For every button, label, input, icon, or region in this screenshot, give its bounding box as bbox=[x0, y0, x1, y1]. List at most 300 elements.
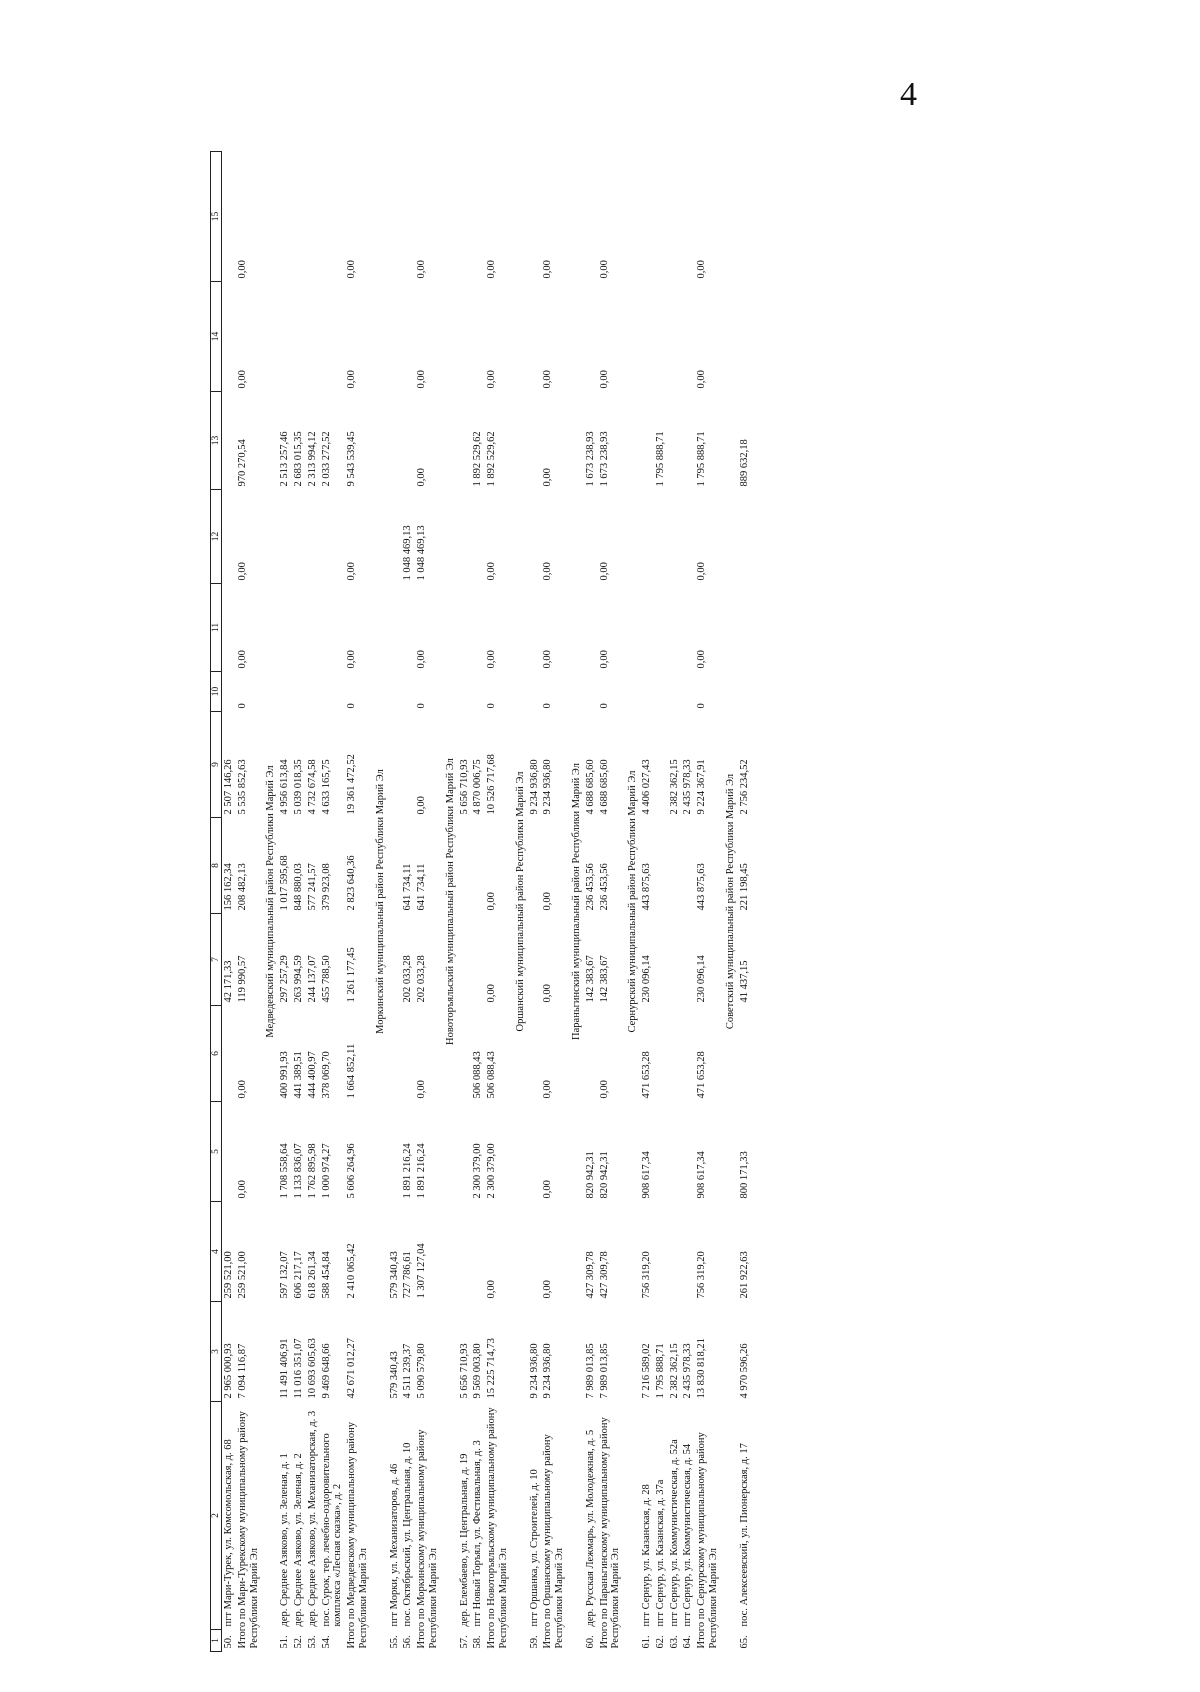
table-cell bbox=[654, 818, 668, 914]
total-row bbox=[415, 152, 441, 1652]
table-cell: 9 234 936,80 bbox=[542, 1343, 554, 1399]
table-cell: 4 406 027,43 bbox=[641, 759, 652, 815]
table-cell: 19 361 472,52 bbox=[346, 754, 357, 815]
table-cell: 119 990,57 bbox=[236, 955, 248, 1003]
table-cell bbox=[668, 1006, 682, 1102]
table-cell: 1 664 852,11 bbox=[346, 1043, 357, 1099]
address-cell: пгт Сернур, ул. Казанская, д. 28 bbox=[641, 1484, 652, 1627]
table-cell: 7 094 116,87 bbox=[236, 1343, 248, 1399]
table-cell: 11 491 406,91 bbox=[279, 1338, 291, 1399]
table-cell: 0,00 bbox=[486, 562, 497, 581]
table-cell: 0,00 bbox=[542, 892, 554, 911]
table-cell bbox=[458, 1102, 472, 1202]
table-cell bbox=[278, 282, 292, 392]
table-cell: 471 653,28 bbox=[696, 1051, 707, 1099]
address-cell: пос. Сурок, тер. лечебно-оздоровительного комплекса «Лесная сказка», д. 2 bbox=[320, 1433, 344, 1627]
table-cell: 0,00 bbox=[542, 1180, 554, 1199]
column-header-7: 7 bbox=[211, 914, 222, 1006]
table-cell bbox=[458, 282, 472, 392]
table-cell bbox=[471, 914, 485, 1006]
address-cell: дер. Среднее Азяково, ул. Зеленая, д. 1 bbox=[279, 1453, 291, 1627]
table-cell: 41 437,15 bbox=[738, 960, 750, 1003]
table-cell: 1 673 238,93 bbox=[598, 431, 610, 487]
table-cell bbox=[471, 818, 485, 914]
table-cell bbox=[681, 282, 695, 392]
table-cell: 0,00 bbox=[416, 468, 427, 487]
table-cell bbox=[292, 282, 306, 392]
table-cell bbox=[388, 672, 402, 712]
table-cell: 15 225 714,73 bbox=[486, 1338, 497, 1399]
table-cell bbox=[640, 152, 654, 282]
table-cell bbox=[640, 672, 654, 712]
table-cell bbox=[528, 914, 542, 1006]
row-number: 51. bbox=[279, 1635, 291, 1649]
table-cell bbox=[222, 584, 236, 672]
table-cell: 727 786,61 bbox=[402, 1251, 414, 1299]
table-cell bbox=[640, 282, 654, 392]
table-cell bbox=[640, 392, 654, 490]
table-cell: 0,00 bbox=[696, 650, 707, 669]
table-cell: 0,00 bbox=[486, 1280, 497, 1299]
table-cell: 2 300 379,00 bbox=[486, 1143, 497, 1199]
table-cell bbox=[278, 490, 292, 584]
table-cell bbox=[278, 584, 292, 672]
table-cell: 0,00 bbox=[416, 796, 427, 815]
table-cell bbox=[654, 1202, 668, 1302]
table-cell: 0,00 bbox=[486, 892, 497, 911]
table-cell: 641 734,11 bbox=[416, 863, 427, 911]
address-cell: дер. Среднее Азяково, ул. Механизаторская, д. 3 bbox=[306, 1410, 318, 1627]
address-cell: пос. Октябрьский, ул. Центральная, д. 10 bbox=[402, 1442, 414, 1627]
section-header-row bbox=[567, 152, 584, 1652]
table-cell: 4 511 239,37 bbox=[402, 1343, 414, 1399]
table-cell: 0,00 bbox=[598, 650, 610, 669]
table-cell bbox=[320, 490, 346, 584]
table-cell: 0 bbox=[486, 703, 497, 709]
address-cell: пгт Сернур, ул. Коммунистическая, д. 54 bbox=[682, 1443, 694, 1627]
table-cell bbox=[292, 490, 306, 584]
table-cell: 0,00 bbox=[236, 562, 248, 581]
section-title: Параньгинский муниципальный район Республики Марий Эл bbox=[570, 763, 582, 1040]
row-number: 60. bbox=[584, 1635, 596, 1649]
table-cell: 0,00 bbox=[542, 650, 554, 669]
table-cell bbox=[681, 490, 695, 584]
table-cell: 4 732 674,58 bbox=[306, 759, 318, 815]
column-header-9: 9 bbox=[211, 712, 222, 818]
table-cell bbox=[654, 672, 668, 712]
address-cell: дер. Елембаево, ул. Центральная, д. 19 bbox=[458, 1453, 470, 1627]
table-cell: 10 526 717,68 bbox=[486, 754, 497, 815]
table-cell: 4 970 596,26 bbox=[738, 1343, 750, 1399]
table-cell bbox=[668, 490, 682, 584]
table-cell: 0 bbox=[346, 703, 357, 709]
row-number: 52. bbox=[293, 1635, 304, 1649]
table-cell bbox=[668, 282, 682, 392]
table-row bbox=[401, 152, 415, 1652]
table-cell bbox=[668, 914, 682, 1006]
column-header-10: 10 bbox=[211, 672, 222, 712]
address-cell: пгт Оршанка, ул. Строителей, д. 10 bbox=[528, 1469, 540, 1627]
section-header-row bbox=[261, 152, 278, 1652]
table-cell: 1 762 895,98 bbox=[306, 1143, 318, 1199]
table-cell bbox=[654, 1006, 668, 1102]
table-cell bbox=[388, 490, 402, 584]
table-cell bbox=[388, 282, 402, 392]
table-cell: 236 453,56 bbox=[584, 863, 596, 911]
table-cell bbox=[668, 584, 682, 672]
row-number: 55. bbox=[388, 1635, 400, 1649]
table-cell: 230 096,14 bbox=[696, 955, 707, 1003]
table-cell: 0,00 bbox=[542, 562, 554, 581]
table-cell bbox=[458, 490, 472, 584]
section-title: Советский муниципальный район Республики Марий Эл bbox=[724, 773, 736, 1030]
table-cell: 443 875,63 bbox=[641, 863, 652, 911]
table-cell: 0 bbox=[542, 703, 554, 709]
table-cell: 2 756 234,52 bbox=[738, 759, 750, 815]
table-cell bbox=[306, 282, 320, 392]
table-cell bbox=[401, 584, 415, 672]
table-cell bbox=[528, 1202, 542, 1302]
table-cell bbox=[471, 152, 485, 282]
table-cell: 0,00 bbox=[346, 650, 357, 669]
total-label: Итого по Оршанскому муниципальному району Республики Марий Эл bbox=[542, 1434, 565, 1649]
table-cell: 2 823 640,36 bbox=[346, 855, 357, 911]
table-cell: 0,00 bbox=[598, 260, 610, 279]
column-header-8: 8 bbox=[211, 818, 222, 914]
table-cell bbox=[471, 490, 485, 584]
table-cell: 1 000 974,27 bbox=[320, 1143, 332, 1199]
table-cell: 0,00 bbox=[486, 260, 497, 279]
table-cell: 9 234 936,80 bbox=[528, 759, 540, 815]
table-cell: 0,00 bbox=[542, 984, 554, 1003]
table-cell bbox=[681, 1102, 695, 1202]
address-cell: дер. Среднее Азяково, ул. Зеленая, д. 2 bbox=[293, 1453, 304, 1627]
table-cell: 2 382 362,15 bbox=[668, 1343, 680, 1399]
row-number: 58. bbox=[472, 1635, 484, 1649]
table-cell: 0,00 bbox=[696, 562, 707, 581]
table-cell bbox=[458, 152, 472, 282]
table-cell: 5 656 710,93 bbox=[458, 759, 470, 815]
table-cell bbox=[738, 490, 752, 584]
table-cell: 577 241,57 bbox=[306, 863, 318, 911]
table-cell: 427 309,78 bbox=[584, 1251, 596, 1299]
table-cell: 42 171,33 bbox=[223, 960, 234, 1003]
table-cell: 579 340,43 bbox=[388, 1351, 400, 1399]
table-cell: 244 137,07 bbox=[306, 955, 318, 1003]
table-cell: 9 569 003,80 bbox=[472, 1343, 484, 1399]
total-label: Итого по Мари-Турекскому муниципальному району Республики Марий Эл bbox=[236, 1411, 260, 1649]
table-cell: 4 688 685,60 bbox=[584, 759, 596, 815]
table-cell: 2 507 146,26 bbox=[223, 759, 234, 815]
table-cell bbox=[458, 672, 472, 712]
table-cell bbox=[388, 152, 402, 282]
column-header-15: 15 bbox=[211, 152, 222, 282]
table-cell bbox=[528, 152, 542, 282]
table-cell: 0,00 bbox=[236, 650, 248, 669]
row-number: 57. bbox=[458, 1635, 470, 1649]
table-cell: 9 543 539,45 bbox=[346, 431, 357, 487]
table-cell bbox=[528, 490, 542, 584]
table-cell: 1 048 469,13 bbox=[402, 525, 414, 581]
table-cell: 588 454,84 bbox=[320, 1251, 332, 1299]
table-cell bbox=[528, 1102, 542, 1202]
total-row bbox=[541, 152, 567, 1652]
table-cell bbox=[668, 1102, 682, 1202]
table-cell bbox=[471, 584, 485, 672]
rotated-table-container bbox=[210, 152, 990, 1652]
table-cell bbox=[471, 1202, 485, 1302]
table-cell: 236 453,56 bbox=[598, 863, 610, 911]
table-cell bbox=[471, 672, 485, 712]
table-cell: 756 319,20 bbox=[696, 1251, 707, 1299]
row-number: 62. bbox=[654, 1635, 666, 1649]
table-cell bbox=[292, 672, 306, 712]
table-cell: 641 734,11 bbox=[402, 863, 414, 911]
table-cell: 0 bbox=[236, 703, 248, 709]
section-header-row bbox=[441, 152, 458, 1652]
table-cell: 5 656 710,93 bbox=[458, 1343, 470, 1399]
table-cell: 0,00 bbox=[236, 1080, 248, 1099]
table-cell: 156 162,34 bbox=[223, 863, 234, 911]
table-cell: 0,00 bbox=[598, 1080, 610, 1099]
table-cell: 4 956 613,84 bbox=[279, 759, 291, 815]
table-cell: 0,00 bbox=[346, 260, 357, 279]
table-cell: 455 788,50 bbox=[320, 955, 332, 1003]
section-title: Новоторъяльский муниципальный район Республики Марий Эл bbox=[444, 758, 456, 1045]
table-row bbox=[584, 152, 598, 1652]
table-cell bbox=[401, 282, 415, 392]
table-cell: 1 708 558,64 bbox=[279, 1143, 291, 1199]
table-cell: 1 795 888,71 bbox=[654, 1343, 666, 1399]
table-cell: 221 198,45 bbox=[738, 863, 750, 911]
row-number: 65. bbox=[738, 1635, 750, 1649]
table-cell: 1 017 595,68 bbox=[279, 855, 291, 911]
table-cell bbox=[668, 672, 682, 712]
table-cell: 9 234 936,80 bbox=[528, 1343, 540, 1399]
section-title: Моркинский муниципальный район Республики Марий Эл bbox=[374, 769, 386, 1034]
table-cell bbox=[401, 712, 415, 818]
table-cell: 820 942,31 bbox=[584, 1151, 596, 1199]
table-cell: 1 795 888,71 bbox=[696, 431, 707, 487]
table-cell bbox=[292, 152, 306, 282]
total-row bbox=[695, 152, 721, 1652]
table-cell bbox=[528, 282, 542, 392]
table-cell: 9 224 367,91 bbox=[696, 759, 707, 815]
table-cell: 848 880,03 bbox=[293, 863, 304, 911]
address-cell: пгт Мари-Турек, ул. Комсомольская, д. 68 bbox=[223, 1439, 234, 1627]
table-cell: 889 632,18 bbox=[738, 439, 750, 487]
table-cell bbox=[681, 672, 695, 712]
table-cell bbox=[738, 1006, 752, 1102]
table-cell bbox=[584, 490, 598, 584]
section-header-row bbox=[721, 152, 738, 1652]
table-cell: 11 016 351,07 bbox=[293, 1338, 304, 1399]
table-cell bbox=[388, 584, 402, 672]
table-cell bbox=[306, 152, 320, 282]
section-header-row bbox=[371, 152, 388, 1652]
table-cell: 756 319,20 bbox=[641, 1251, 652, 1299]
table-cell bbox=[458, 584, 472, 672]
table-cell: 0 bbox=[696, 703, 707, 709]
row-number: 63. bbox=[668, 1635, 680, 1649]
table-cell: 7 216 589,02 bbox=[641, 1343, 652, 1399]
table-cell: 579 340,43 bbox=[388, 1251, 400, 1299]
table-cell: 800 171,33 bbox=[738, 1151, 750, 1199]
table-cell: 2 410 065,42 bbox=[346, 1243, 357, 1299]
table-cell: 2 435 978,33 bbox=[682, 1343, 694, 1399]
table-cell: 4 688 685,60 bbox=[598, 759, 610, 815]
table-cell bbox=[681, 1006, 695, 1102]
table-cell bbox=[388, 392, 402, 490]
table-cell: 0,00 bbox=[416, 260, 427, 279]
column-header-3: 3 bbox=[211, 1302, 222, 1402]
total-label: Итого по Сернурскому муниципальному району Республики Марий Эл bbox=[696, 1432, 719, 1649]
table-cell bbox=[528, 584, 542, 672]
table-cell: 1 891 216,24 bbox=[416, 1143, 427, 1199]
total-row bbox=[485, 152, 511, 1652]
table-cell: 0 bbox=[416, 703, 427, 709]
table-cell bbox=[640, 490, 654, 584]
table-row bbox=[278, 152, 292, 1652]
table-cell bbox=[222, 1102, 236, 1202]
table-cell bbox=[222, 282, 236, 392]
table-cell bbox=[584, 282, 598, 392]
table-cell bbox=[320, 282, 346, 392]
table-cell: 0,00 bbox=[542, 1080, 554, 1099]
table-cell: 1 261 177,45 bbox=[346, 947, 357, 1003]
table-row bbox=[306, 152, 320, 1652]
table-cell bbox=[401, 392, 415, 490]
table-cell: 0,00 bbox=[542, 1280, 554, 1299]
table-cell bbox=[584, 1006, 598, 1102]
table-cell bbox=[306, 490, 320, 584]
table-cell bbox=[668, 1202, 682, 1302]
table-cell: 5 535 852,63 bbox=[236, 759, 248, 815]
table-cell bbox=[654, 584, 668, 672]
column-header-5: 5 bbox=[211, 1102, 222, 1202]
column-header-12: 12 bbox=[211, 490, 222, 584]
table-cell bbox=[668, 152, 682, 282]
table-cell: 202 033,28 bbox=[416, 955, 427, 1003]
table-cell: 0,00 bbox=[346, 370, 357, 389]
total-label: Итого по Новоторъяльскому муниципальному району Республики Марий Эл bbox=[486, 1407, 509, 1649]
row-number: 59. bbox=[528, 1635, 540, 1649]
table-cell: 970 270,54 bbox=[236, 439, 248, 487]
table-cell bbox=[401, 152, 415, 282]
section-title: Оршанский муниципальный район Республики Марий Эл bbox=[514, 771, 526, 1032]
table-cell: 1 673 238,93 bbox=[584, 431, 596, 487]
table-cell bbox=[458, 392, 472, 490]
table-cell: 1 891 216,24 bbox=[402, 1143, 414, 1199]
table-cell: 261 922,63 bbox=[738, 1251, 750, 1299]
table-cell: 1 048 469,13 bbox=[416, 525, 427, 581]
total-row bbox=[236, 152, 262, 1652]
table-cell: 0,00 bbox=[236, 260, 248, 279]
table-cell bbox=[222, 672, 236, 712]
table-cell bbox=[654, 1102, 668, 1202]
table-cell: 13 830 818,21 bbox=[696, 1338, 707, 1399]
table-cell bbox=[681, 818, 695, 914]
table-cell bbox=[584, 584, 598, 672]
table-cell bbox=[528, 818, 542, 914]
table-cell: 0,00 bbox=[486, 650, 497, 669]
table-cell bbox=[278, 672, 292, 712]
table-cell: 0,00 bbox=[542, 370, 554, 389]
table-cell bbox=[222, 152, 236, 282]
section-title: Сернурский муниципальный район Республики Марий Эл bbox=[627, 770, 638, 1033]
table-cell: 4 633 165,75 bbox=[320, 759, 332, 815]
table-cell: 7 989 013,85 bbox=[598, 1343, 610, 1399]
table-cell: 10 693 605,63 bbox=[306, 1338, 318, 1399]
table-cell bbox=[738, 584, 752, 672]
column-header-6: 6 bbox=[211, 1006, 222, 1102]
table-cell bbox=[401, 672, 415, 712]
table-cell: 7 989 013,85 bbox=[584, 1343, 596, 1399]
table-cell: 9 469 648,66 bbox=[320, 1343, 332, 1399]
table-row bbox=[292, 152, 306, 1652]
table-cell bbox=[401, 1006, 415, 1102]
address-cell: пгт Сернур, ул. Коммунистическая, д. 52а bbox=[668, 1439, 680, 1627]
column-header-1: 1 bbox=[211, 1630, 222, 1652]
table-cell bbox=[388, 818, 402, 914]
table-cell: 427 309,78 bbox=[598, 1251, 610, 1299]
table-cell: 0,00 bbox=[598, 370, 610, 389]
row-number: 56. bbox=[402, 1635, 414, 1649]
table-row bbox=[388, 152, 402, 1652]
table-cell: 2 965 000,93 bbox=[223, 1343, 234, 1399]
table-cell bbox=[681, 914, 695, 1006]
column-header-13: 13 bbox=[211, 392, 222, 490]
table-cell: 202 033,28 bbox=[402, 955, 414, 1003]
table-cell: 820 942,31 bbox=[598, 1151, 610, 1199]
table-row bbox=[222, 152, 236, 1652]
table-cell bbox=[640, 584, 654, 672]
table-cell: 597 132,07 bbox=[279, 1251, 291, 1299]
column-header-11: 11 bbox=[211, 584, 222, 672]
table-cell: 2 513 257,46 bbox=[279, 431, 291, 487]
table-cell: 2 300 379,00 bbox=[472, 1143, 484, 1199]
table-cell: 506 088,43 bbox=[486, 1051, 497, 1099]
table-cell bbox=[528, 672, 542, 712]
table-cell: 606 217,17 bbox=[293, 1251, 304, 1299]
table-cell bbox=[738, 152, 752, 282]
table-cell bbox=[654, 490, 668, 584]
table-cell bbox=[292, 584, 306, 672]
table-row bbox=[640, 152, 654, 1652]
table-cell bbox=[654, 712, 668, 818]
table-cell: 9 234 936,80 bbox=[542, 759, 554, 815]
page-number: 4 bbox=[900, 76, 917, 113]
address-cell: пос. Алексеевский, ул. Пионерская, д. 17 bbox=[738, 1443, 750, 1627]
table-cell: 2 033 272,52 bbox=[320, 431, 332, 487]
row-number: 50. bbox=[223, 1635, 234, 1649]
total-label: Итого по Моркинскому муниципальному району Республики Марий Эл bbox=[416, 1429, 439, 1649]
table-cell: 0,00 bbox=[486, 984, 497, 1003]
table-cell: 5 606 264,96 bbox=[346, 1143, 357, 1199]
table-cell: 443 875,63 bbox=[696, 863, 707, 911]
table-cell bbox=[681, 152, 695, 282]
table-cell: 908 617,34 bbox=[641, 1151, 652, 1199]
table-cell bbox=[528, 392, 542, 490]
table-cell: 42 671 012,27 bbox=[346, 1338, 357, 1399]
table-cell: 2 382 362,15 bbox=[668, 759, 680, 815]
address-cell: пгт Сернур, ул. Казанская, д. 37а bbox=[654, 1479, 666, 1627]
table-cell bbox=[458, 1006, 472, 1102]
table-cell: 0,00 bbox=[542, 260, 554, 279]
table-cell bbox=[388, 712, 402, 818]
column-header-14: 14 bbox=[211, 282, 222, 392]
total-row bbox=[598, 152, 624, 1652]
